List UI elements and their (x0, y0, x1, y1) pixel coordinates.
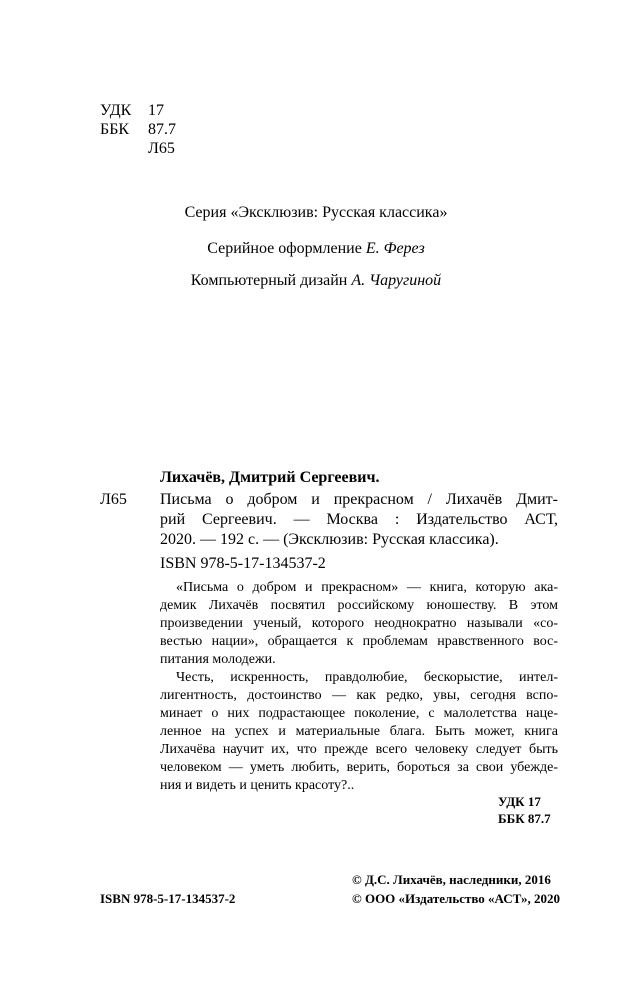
annotation-line: питания молодежи. (160, 652, 276, 667)
annotation-paragraph-2 (160, 669, 558, 795)
annotation-line: ния и видеть и ценить красоту?.. (160, 778, 355, 793)
biblio-line: рий Сергеевич. — Москва : Издательство АСТ, (160, 511, 558, 528)
design-line (0, 240, 632, 258)
computer-design-line (0, 272, 632, 290)
annotation-line: демик Лихачёв посвятил российскому юношеству. В этом (160, 598, 558, 613)
copyright-publisher: © ООО «Издательство «АСТ», 2020 (352, 891, 561, 906)
udk-line (100, 101, 176, 120)
annotation-line: лигентность, достоинство — как редко, увы, сегодня вспо- (160, 688, 558, 703)
series-line: Серия «Эксклюзив: Русская классика» (184, 204, 448, 221)
bbk-line (100, 120, 176, 139)
bbk-label: ББК (100, 121, 130, 138)
annotation-line: Лихачёва научит их, что прежде всего человеку следует быть (160, 742, 558, 757)
annotation-line: Честь, искренность, правдолюбие, бескорыстие, интел- (176, 670, 558, 685)
computer-design-prefix: Компьютерный дизайн (190, 272, 352, 289)
annotation-line: человеком — уметь любить, верить, бороться за свои убежде- (160, 760, 558, 775)
annotation-line: ленное на успех и материальные блага. Быть может, книга (160, 724, 558, 739)
annotation-line: вестью нации», обращается к проблемам нравственного вос- (160, 634, 558, 649)
biblio-isbn: ISBN 978-5-17-134537-2 (160, 555, 326, 572)
author-heading: Лихачёв, Дмитрий Сергеевич. (160, 469, 380, 486)
author-mark: Л65 (148, 140, 175, 157)
udk-value: 17 (148, 102, 164, 119)
copyright-author: © Д.С. Лихачёв, наследники, 2016 (352, 872, 551, 887)
biblio-description (160, 490, 558, 550)
computer-designer-name: А. Чаругиной (351, 272, 442, 289)
classification-block (100, 101, 176, 158)
biblio-mark: Л65 (100, 491, 127, 508)
annotation-line: «Письма о добром и прекрасном» — книга, которую ака- (176, 580, 558, 595)
designer-name: Е. Ферез (365, 240, 425, 257)
annotation-bbk: ББК 87.7 (498, 811, 551, 826)
annotation-udk: УДК 17 (498, 794, 541, 809)
bbk-value: 87.7 (148, 121, 176, 138)
biblio-line: Письма о добром и прекрасном / Лихачёв Дмит- (160, 491, 558, 508)
annotation-line: произведении ученый, которого неоднократно называли «со- (160, 616, 558, 631)
design-prefix: Серийное оформление (207, 240, 366, 257)
annotation-line: минает о них подрастающее поколение, с малолетства наце- (160, 706, 558, 721)
biblio-line: 2020. — 192 с. — (Эксклюзив: Русская классика). (160, 531, 499, 548)
footer-isbn: ISBN 978-5-17-134537-2 (100, 891, 236, 906)
udk-label: УДК (100, 102, 132, 119)
annotation-paragraph-1 (160, 579, 558, 669)
